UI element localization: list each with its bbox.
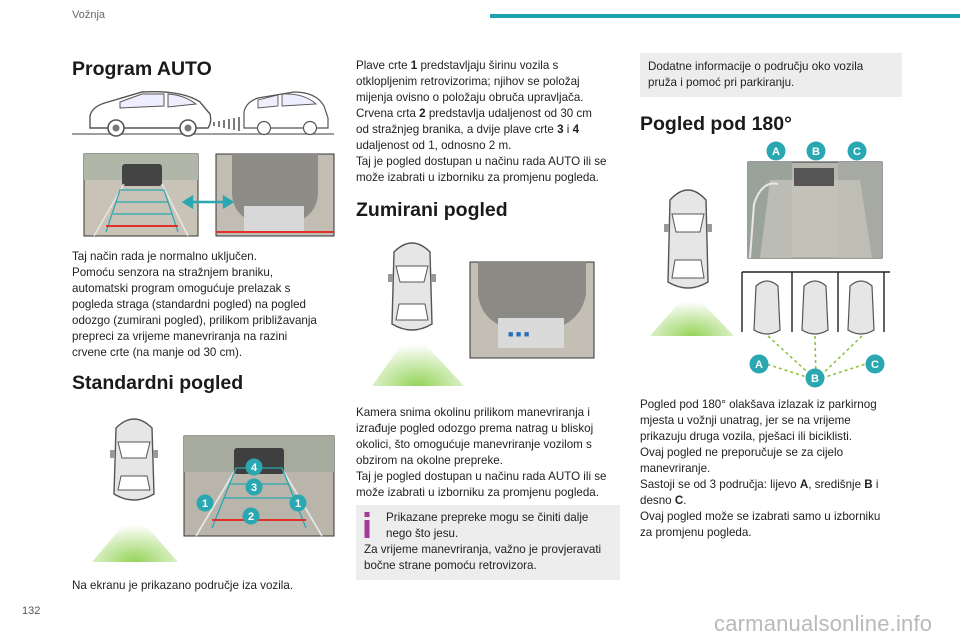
- svg-text:C: C: [871, 359, 879, 371]
- program-auto-description: Taj način rada je normalno uključen. Pomoću senzora na stražnjem braniku, automatski program omogućuje prelazak s pogleda straga (standardni pogled) na pogled odozgo (zumirani pogled), prilikom približavanja prepreci za vrijeme manevriranja na razini crvene crte (na manje od 30 cm).: [72, 250, 317, 359]
- svg-text:4: 4: [250, 462, 258, 474]
- svg-text:B: B: [811, 373, 819, 385]
- svg-text:C: C: [853, 146, 861, 158]
- svg-text:A: A: [755, 359, 763, 371]
- zone-c-top-marker: [847, 141, 867, 161]
- auto-view-screens: [84, 154, 334, 236]
- marker-4: [245, 458, 263, 476]
- section-label: Vožnja: [72, 9, 106, 21]
- standard-view-caption: Na ekranu je prikazano područje iza vozila.: [72, 579, 294, 592]
- svg-text:3: 3: [250, 482, 258, 494]
- svg-text:1: 1: [294, 498, 302, 510]
- marker-1-left: [196, 494, 214, 512]
- zone-b-bottom-marker: [805, 368, 825, 388]
- zone-b-top-marker: [806, 141, 826, 161]
- info-icon: [362, 512, 372, 538]
- zone-a-bottom-marker: [749, 354, 769, 374]
- view-180-description: Pogled pod 180° olakšava izlazak iz parkirnog mjesta u vožnji unatrag, jer se na vrijeme prikazuju druga vozila, pješaci ili biciklisti. Ovaj pogled ne preporučuje se za cijelo manevriranje. Sastoji se od 3 područja: lijevo A, središnje B i desno C. Ovaj pogled može se izabrati samo u izborniku za promjenu pogleda.: [640, 398, 881, 539]
- lines-description: Plave crte 1 predstavljaju širinu vozila s otklopljenim retrovizorima; njihov se položaj mijenja ovisno o položaju obruča upravljača. Crvena crta 2 predstavlja udaljenost od 30 cm od stražnjeg branika, a dvije plave crte 3 i 4 udaljenost od 1, odnosno 2 m. Taj je pogled dostupan u načinu rada AUTO ili se može izabrati u izborniku za promjenu pogleda.: [356, 59, 607, 184]
- marker-3: [245, 478, 263, 496]
- zone-c-bottom-marker: [865, 354, 885, 374]
- zoom-view-illustration: [368, 234, 598, 386]
- title-pogled-180: Pogled pod 180°: [640, 113, 792, 135]
- svg-text:B: B: [812, 146, 820, 158]
- svg-text:■ ■ ■: ■ ■ ■: [508, 329, 530, 339]
- svg-text:2: 2: [247, 511, 255, 523]
- watermark: carmanualsonline.info: [714, 611, 933, 636]
- title-standardni-pogled: Standardni pogled: [72, 372, 244, 394]
- car-approach-illustration: [72, 88, 334, 136]
- zone-a-top-marker: [766, 141, 786, 161]
- info-note: Dodatne informacije o području oko vozila pruža i pomoć pri parkiranju.: [640, 53, 902, 97]
- marker-2: [242, 507, 260, 525]
- title-zumirani-pogled: Zumirani pogled: [356, 199, 508, 221]
- view-180-illustration: [650, 140, 900, 390]
- marker-1-right: [289, 494, 307, 512]
- warning-note: Prikazane prepreke mogu se činiti dalje nego što jesu. Za vrijeme manevriranja, važno je provjeravati bočne strane pomoću retrovizora.: [356, 505, 620, 580]
- title-program-auto: Program AUTO: [72, 58, 212, 80]
- zoom-view-description: Kamera snima okolinu prilikom manevriranja i izrađuje pogled odozgo prema natrag u bliskoj okolici, što omogućuje manevriranje vozilom s obzirom na okolne prepreke. Taj je pogled dostupan u načinu rada AUTO ili se može izabrati u izborniku za promjenu pogleda.: [356, 406, 607, 499]
- svg-text:1: 1: [201, 498, 209, 510]
- page-number: 132: [22, 605, 41, 617]
- svg-text:A: A: [772, 146, 780, 158]
- header-accent-bar: [490, 14, 960, 18]
- standard-view-illustration: [84, 410, 334, 562]
